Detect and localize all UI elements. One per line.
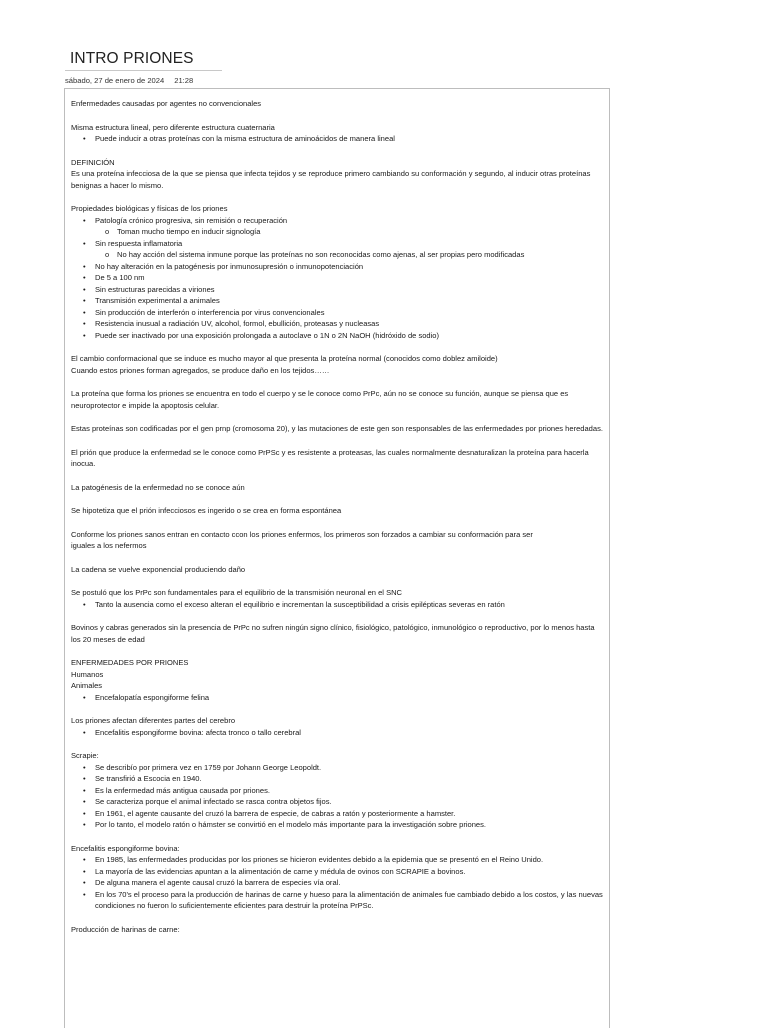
note-text-line: Producción de harinas de carne: [71,924,180,934]
bullet-item: • Puede inducir a otras proteínas con la misma estructura de aminoácidos de manera lineal [71,133,606,145]
sub-bullet-item: o Toman mucho tiempo en inducir signología [71,226,606,238]
note-text-line: Propiedades biológicas y físicas de los priones [71,204,228,213]
bullet-list [71,599,606,611]
sub-bullet-item: o No hay acción del sistema inmune porque las proteínas no son reconocidas como ajenas, al ser propias pero modificadas [71,249,606,261]
note-text-line: Es una proteína infecciosa de la que se piensa que infecta tejidos y se reproduce primero cambiando su conformación y segundo, al inducir otras proteínas benignas a hacer lo mismo. [71,169,591,190]
note-paragraph-block [71,388,606,411]
note-text-line: La patogénesis de la enfermedad no se conoce aún [71,482,245,492]
note-body[interactable] [71,98,606,947]
bullet-item: • Encefalitis espongiforme bovina: afecta tronco o tallo cerebral [71,727,606,739]
bullet-item: • Se describío por primera vez en 1759 por Johann George Leopoldt. [71,762,606,774]
bullet-item: • La mayoría de las evidencias apuntan a la alimentación de carne y médula de ovinos con SCRAPIE a bovinos. [71,866,606,878]
note-paragraph-block [71,750,606,831]
note-text-line: Humanos [71,669,104,679]
page-title: INTRO PRIONES [70,50,194,67]
bullet-item: • Tanto la ausencia como el exceso alteran el equilibrio e incrementan la susceptibilidad a crisis epilépticas severas en ratón [71,599,606,611]
note-text-line: Bovinos y cabras generados sin la presencia de PrPc no sufren ningún signo clínico, fisiológico, patológico, inmunológico o reproductivo, por lo menos hasta los 20 meses de edad [71,623,595,644]
bullet-item: • Transmisión experimental a animales [71,295,606,307]
bullet-item: • Resistencia inusual a radiación UV, alcohol, formol, ebullición, proteasas y nucleasas [71,318,606,330]
note-paragraph-block [71,657,606,703]
note-paragraph-block [71,529,606,552]
bullet-item: • Es la enfermedad más antigua causada por priones. [71,785,606,797]
note-text-line: Cuando estos priones forman agregados, se produce daño en los tejidos…… [71,365,330,375]
bullet-list [71,854,606,912]
title-underline [65,70,222,71]
note-text-line: Se hipotetiza que el prión infecciosos es ingerido o se crea en forma espontánea [71,506,342,515]
bullet-item: • Sin estructuras parecidas a viriones [71,284,606,296]
note-date: sábado, 27 de enero de 2024 [65,76,165,85]
note-text-line: La proteína que forma los priones se encuentra en todo el cuerpo y se le conoce como PrPc, aún no se conoce su función, aunque se piensa que es neuroprotector e impide la apoptosis celular. [71,389,569,410]
note-text-line: Se postuló que los PrPc son fundamentales para el equilibrio de la transmisión neuronal en el SNC [71,588,402,597]
bullet-item: • Por lo tanto, el modelo ratón o hámster se convirtió en el modelo más importante para la investigación sobre priones. [71,819,606,831]
note-text-line: Scrapie: [71,751,99,760]
note-text-line: Los priones afectan diferentes partes del cerebro [71,716,236,725]
note-text-line: El cambio conformacional que se induce es mucho mayor al que presenta la proteína normal (conocidos como doblez amiloide) [71,354,498,363]
note-datetime [65,76,193,85]
note-paragraph-block [71,482,606,494]
bullet-item: • Sin respuesta inflamatoria [71,238,606,250]
note-paragraph-block [71,715,606,738]
bullet-item: • De alguna manera el agente causal cruzó la barrera de especies vía oral. [71,877,606,889]
note-text-line: ENFERMEDADES POR PRIONES [71,658,189,667]
bullet-item: • Puede ser inactivado por una exposición prolongada a autoclave o 1N o 2N NaOH (hidróxido de sodio) [71,330,606,342]
bullet-item: • No hay alteración en la patogénesis por inmunosupresión o inmunopotenciación [71,261,606,273]
note-text-line: Enfermedades causadas por agentes no convencionales [71,99,262,108]
note-paragraph-block [71,98,606,110]
note-paragraph-block [71,157,606,192]
bullet-item: • En 1961, el agente causante del cruzó la barrera de especie, de cabras a ratón y posteriormente a hamster. [71,808,606,820]
bullet-list [71,762,606,831]
note-text-line: Encefalitis espongiforme bovina: [71,843,180,853]
bullet-item: • Se caracteriza porque el animal infectado se rasca contra objetos fijos. [71,796,606,808]
note-text-line: Misma estructura lineal, pero diferente estructura cuaternaria [71,122,275,132]
note-paragraph-block [71,924,606,936]
note-paragraph-block [71,843,606,912]
note-paragraph-block [71,353,606,376]
bullet-list [71,692,606,704]
note-paragraph-block [71,622,606,645]
bullet-item: • Sin producción de interferón o interferencia por virus convencionales [71,307,606,319]
note-text-line: Animales [71,681,103,690]
note-paragraph-block [71,505,606,517]
note-paragraph-block [71,447,606,470]
bullet-item: • Encefalopatía espongiforme felina [71,692,606,704]
note-time: 21:28 [174,76,194,85]
bullet-item: • Patología crónico progresiva, sin remisión o recuperación [71,215,606,227]
note-text-line: Conforme los priones sanos entran en contacto ccon los priones enfermos, los primeros son forzados a cambiar su conformación para ser [71,529,533,539]
note-text-line: Estas proteínas son codificadas por el gen prnp (cromosoma 20), y las mutaciones de este gen son responsables de las enfermedades por priones heredadas. [71,424,603,433]
note-text-line: DEFINICIÓN [71,157,115,167]
note-paragraph-block [71,587,606,610]
note-text-line: iguales a los nefermos [71,541,147,550]
note-text-line: La cadena se vuelve exponencial produciendo daño [71,564,246,574]
bullet-item: • En 1985, las enfermedades producidas por los priones se hicieron evidentes debido a la epidemia que se presentó en el Reino Unido. [71,854,606,866]
bullet-list [71,215,606,342]
bullet-list [71,727,606,739]
note-paragraph-block [71,423,606,435]
bullet-item: • En los 70's el proceso para la producción de harinas de carne y hueso para la alimentación de animales fue cambiado debido a los costos, y las nuevas condiciones no fueron lo suficientemente eficientes para destruir la proteína PrPSc. [71,889,606,912]
bullet-item: • De 5 a 100 nm [71,272,606,284]
note-paragraph-block [71,122,606,145]
note-text-line: El prión que produce la enfermedad se le conoce como PrPSc y es resistente a proteasas, las cuales normalmente desnaturalizan la proteína para hacerla inocua. [71,447,589,468]
note-paragraph-block [71,564,606,576]
note-paragraph-block [71,203,606,341]
bullet-item: • Se transfirió a Escocia en 1940. [71,773,606,785]
bullet-list [71,133,606,145]
